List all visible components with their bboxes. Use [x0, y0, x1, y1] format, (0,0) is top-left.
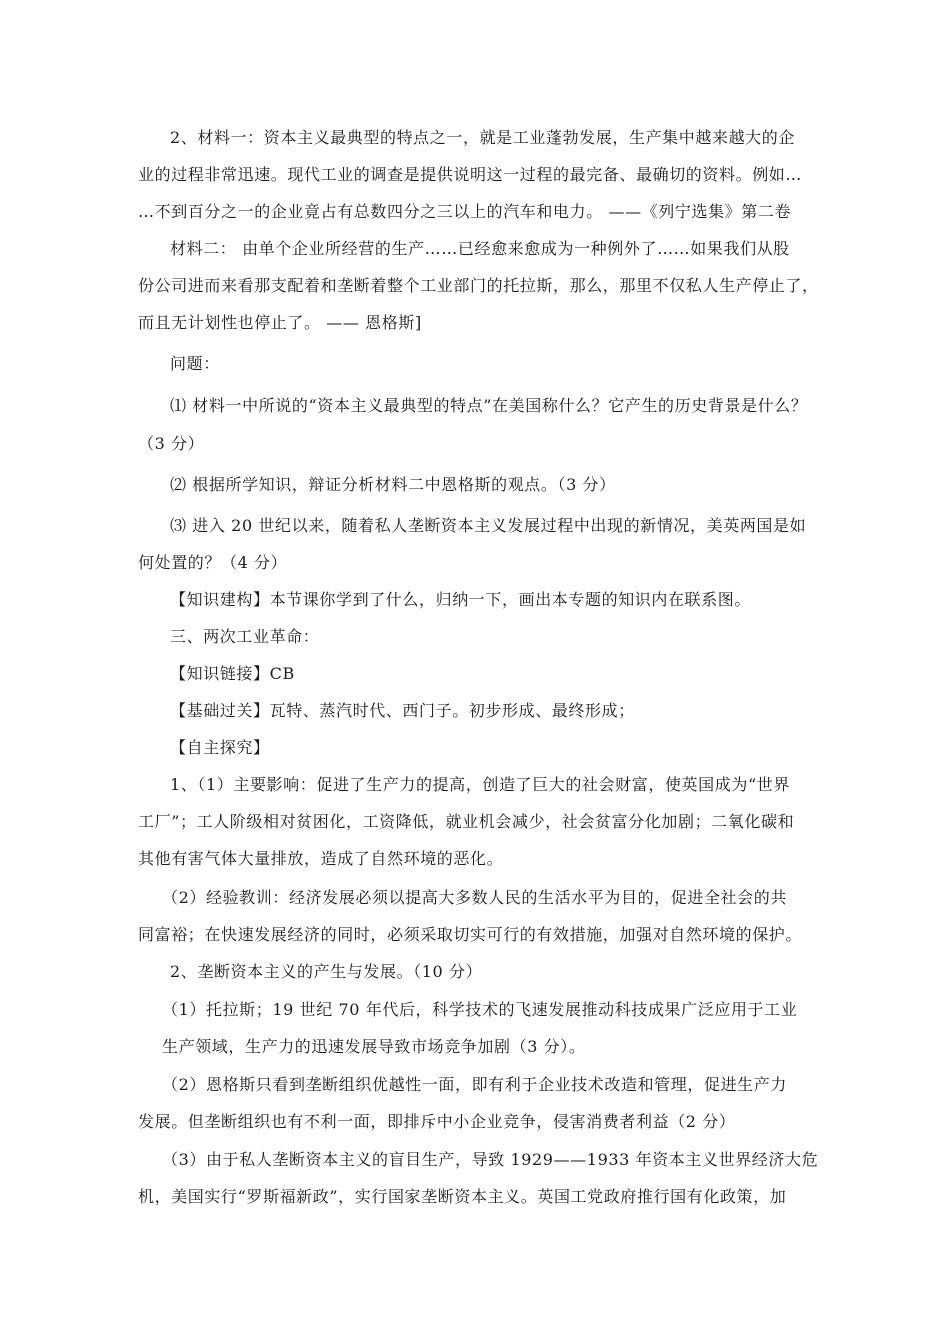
text-line: 2、垄断资本主义的产生与发展。（10 分） — [170, 962, 483, 981]
text-line: 发展。但垄断组织也有不利一面，即排斥中小企业竞争，侵害消费者利益（2 分） — [138, 1112, 736, 1131]
text-line: （3 分） — [138, 434, 205, 453]
text-line: 【知识建构】本节课你学到了什么，归纳一下，画出本专题的知识内在联系图。 — [170, 590, 752, 609]
text-line: ⑶ 进入 20 世纪以来，随着私人垄断资本主义发展过程中出现的新情况，美英两国是如 — [170, 516, 807, 535]
text-line: （2）恩格斯只看到垄断组织优越性一面，即有利于企业技术改造和管理，促进生产力 — [162, 1075, 787, 1094]
text-line: 2、材料一：资本主义最典型的特点之一，就是工业蓬勃发展，生产集中越来越大的企 — [170, 128, 795, 147]
text-line: 【基础过关】瓦特、蒸汽时代、西门子。初步形成、最终形成； — [170, 701, 635, 720]
text-line: 问题： — [170, 354, 220, 373]
text-line: （1）托拉斯；19 世纪 70 年代后，科学技术的飞速发展推动科技成果广泛应用于工业 — [162, 1000, 798, 1019]
text-line: 何处置的？（4 分） — [138, 553, 288, 572]
text-line: 1、（1）主要影响：促进了生产力的提高，创造了巨大的社会财富，使英国成为“世界 — [170, 775, 790, 794]
text-line: 而且无计划性也停止了。 —— 恩格斯] — [138, 313, 422, 332]
text-line: …不到百分之一的企业竟占有总数四分之三以上的汽车和电力。 ——《列宁选集》第二卷 — [138, 202, 792, 221]
text-line: ⑴ 材料一中所说的“资本主义最典型的特点”在美国称什么？它产生的历史背景是什么？ — [170, 396, 808, 415]
text-line: 份公司进而来看那支配着和垄断着整个工业部门的托拉斯，那么，那里不仅私人生产停止了， — [138, 276, 819, 295]
text-line: 业的过程非常迅速。现代工业的调查是提供说明这一过程的最完备、最确切的资料。例如… — [138, 165, 803, 184]
text-line: 其他有害气体大量排放，造成了自然环境的恶化。 — [138, 849, 504, 868]
text-line: （3）由于私人垄断资本主义的盲目生产，导致 1929——1933 年资本主义世界经济大危 — [162, 1150, 819, 1169]
text-line: 三、两次工业革命： — [170, 627, 320, 646]
text-line: 材料二： 由单个企业所经营的生产……已经愈来愈成为一种例外了……如果我们从股 — [170, 239, 790, 258]
text-line: 工厂”；工人阶级相对贫困化，工资降低，就业机会减少，社会贫富分化加剧；二氧化碳和 — [138, 812, 795, 831]
text-line: 【知识链接】CB — [170, 664, 295, 683]
text-line: （2）经验教训：经济发展必须以提高大多数人民的生活水平为目的，促进全社会的共 — [162, 888, 787, 907]
text-line: 【自主探究】 — [170, 738, 270, 757]
text-line: 机，美国实行“罗斯福新政”，实行国家垄断资本主义。英国工党政府推行国有化政策，加 — [138, 1187, 787, 1206]
text-line: ⑵ 根据所学知识，辩证分析材料二中恩格斯的观点。（3 分） — [170, 475, 616, 494]
text-line: 同富裕；在快速发展经济的同时，必须采取切实可行的有效措施，加强对自然环境的保护。 — [138, 925, 803, 944]
text-line: 生产领域，生产力的迅速发展导致市场竞争加剧（3 分）。 — [162, 1037, 586, 1056]
